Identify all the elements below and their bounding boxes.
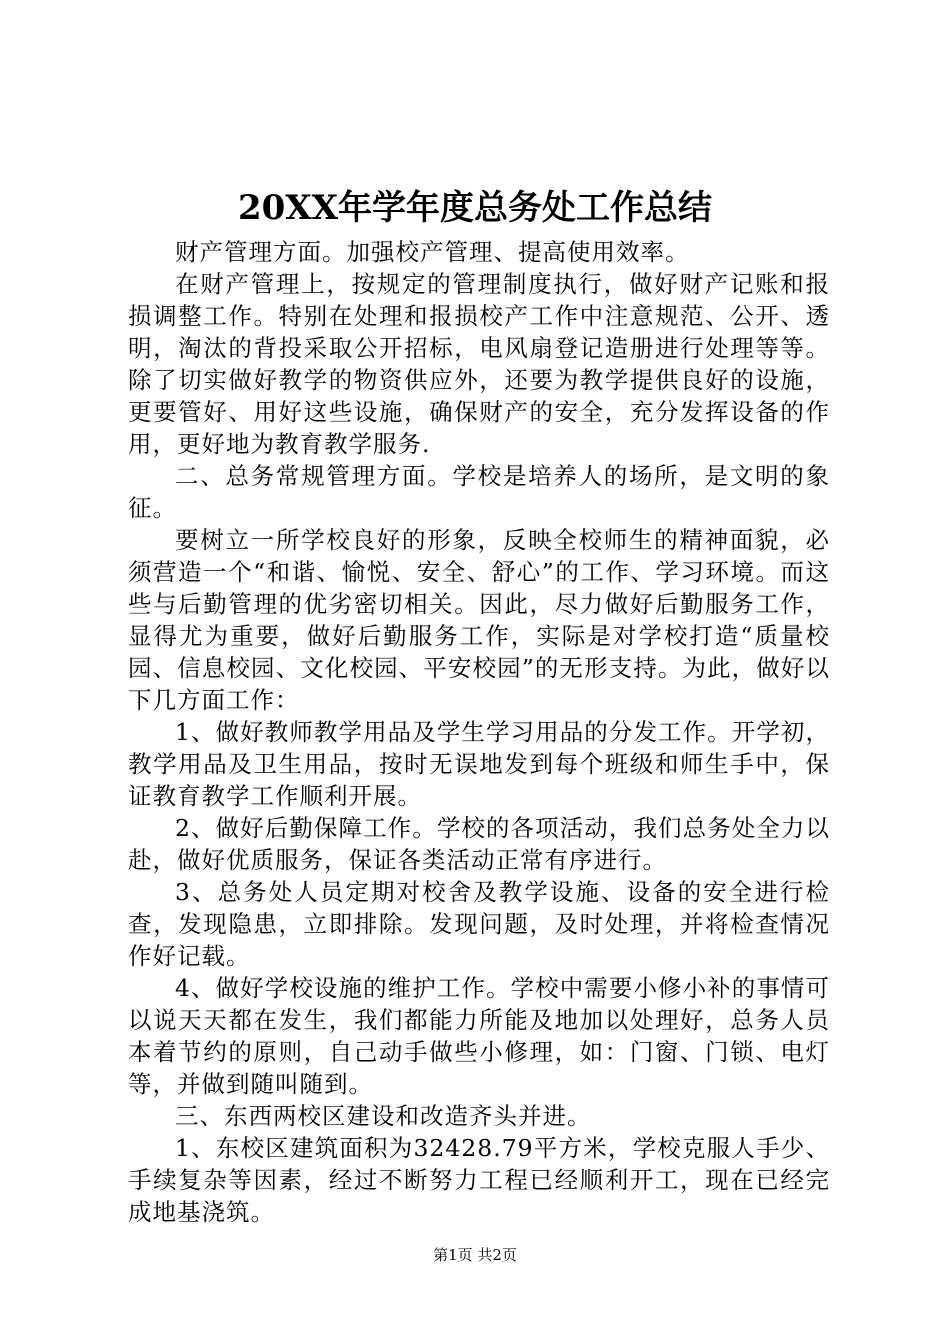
page-footer: 第1页 共2页 <box>433 1246 517 1264</box>
paragraph: 财产管理方面。加强校产管理、提高使用效率。 <box>175 238 690 266</box>
paragraph: 4、做好学校设施的维护工作。学校中需要小修小补的事情可以说天天都在发生，我们都能力所能及地加以处理好，总务人员本着节约的原则，自己动手做些小修理，如：门窗、门锁、电灯等，并做到随叫随到。 <box>128 974 830 1098</box>
paragraph: 在财产管理上，按规定的管理制度执行，做好财产记账和报损调整工作。特别在处理和报损校产工作中注意规范、公开、透明，淘汰的背投采取公开招标，电风扇登记造册进行处理等等。除了切实做好教学的物资供应外，还要为教学提供良好的设施，更要管好、用好这些设施，确保财产的安全，充分发挥设备的作用，更好地为教育教学服务. <box>128 270 830 458</box>
paragraph: 二、总务常规管理方面。学校是培养人的场所，是文明的象征。 <box>128 462 830 522</box>
paragraph: 2、做好后勤保障工作。学校的各项活动，我们总务处全力以赴，做好优质服务，保证各类活动正常有序进行。 <box>128 814 830 874</box>
paragraph: 1、做好教师教学用品及学生学习用品的分发工作。开学初，教学用品及卫生用品，按时无误地发到每个班级和师生手中，保证教育教学工作顺利开展。 <box>128 718 830 810</box>
paragraph: 要树立一所学校良好的形象，反映全校师生的精神面貌，必须营造一个“和谐、愉悦、安全、舒心”的工作、学习环境。而这些与后勤管理的优劣密切相关。因此，尽力做好后勤服务工作，显得尤为重要，做好后勤服务工作，实际是对学校打造“质量校园、信息校园、文化校园、平安校园”的无形支持。为此，做好以下几方面工作： <box>128 526 830 714</box>
paragraph: 3、总务处人员定期对校舍及教学设施、设备的安全进行检查，发现隐患，立即排除。发现问题，及时处理，并将检查情况作好记载。 <box>128 878 830 970</box>
paragraph: 1、东校区建筑面积为32428.79平方米，学校克服人手少、手续复杂等因素，经过不断努力工程已经顺利开工，现在已经完成地基浇筑。 <box>128 1134 830 1226</box>
paragraph: 三、东西两校区建设和改造齐头并进。 <box>175 1102 592 1130</box>
document-body <box>128 236 830 1228</box>
page-title: 20XX年学年度总务处工作总结 <box>237 188 713 228</box>
